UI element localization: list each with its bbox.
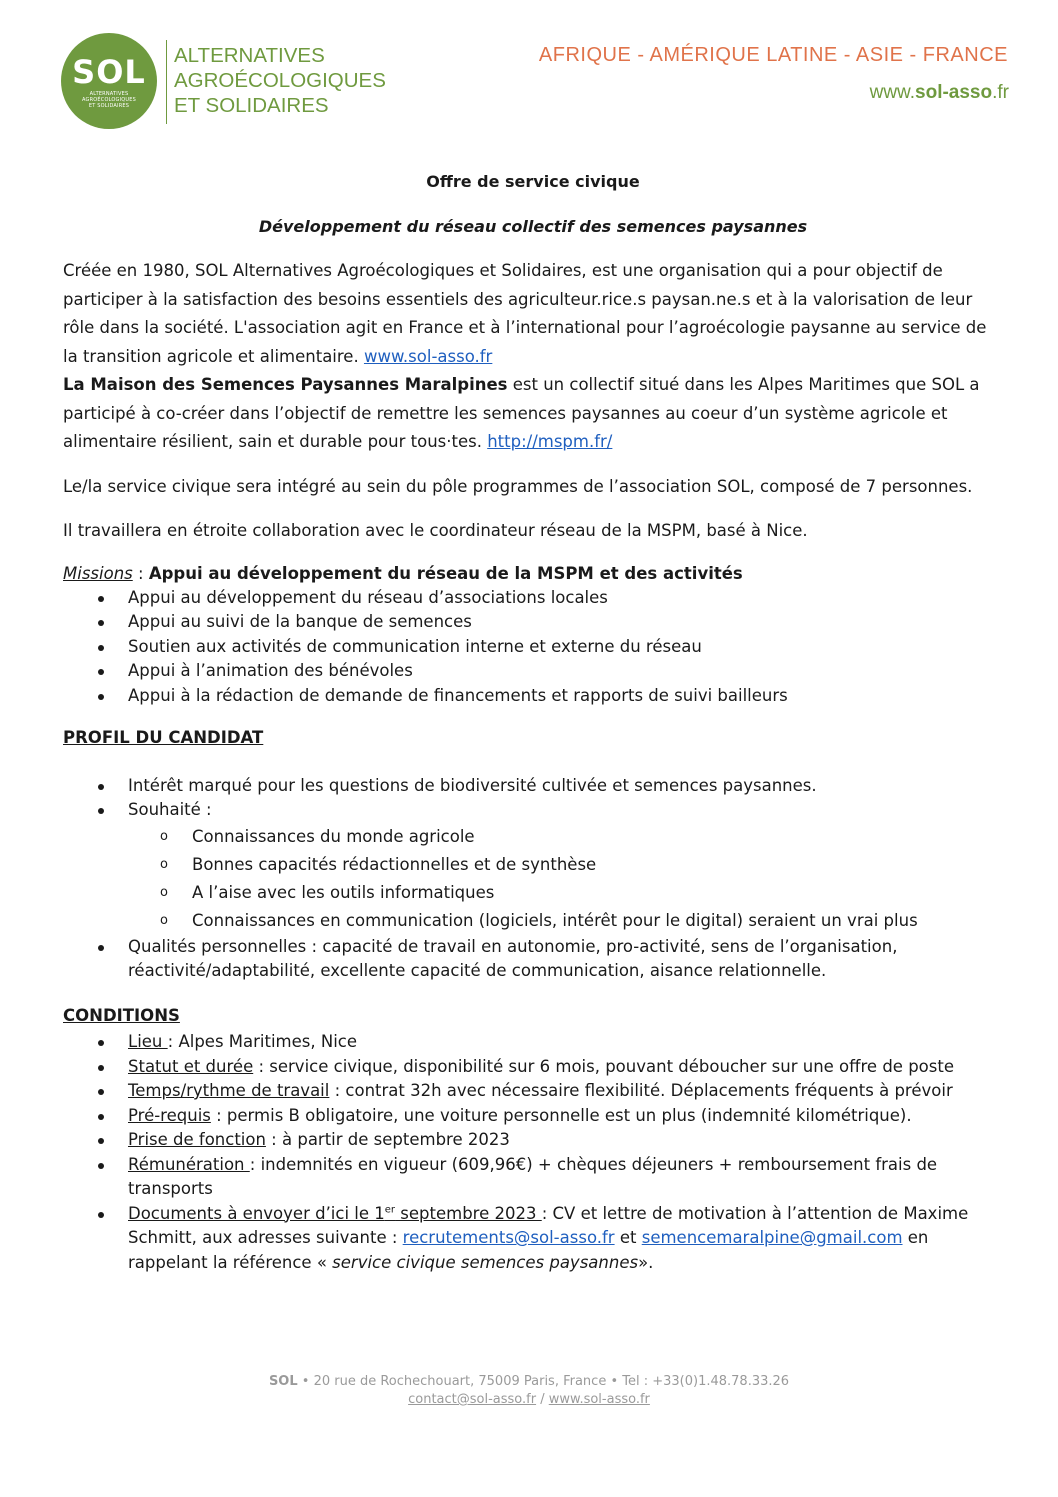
list-item: Appui à la rédaction de demande de financements et rapports de suivi bailleurs	[63, 684, 1003, 709]
sol-logo	[61, 33, 157, 129]
list-item: Appui à l’animation des bénévoles	[63, 659, 1003, 684]
conditions-list	[63, 1030, 1003, 1275]
list-item: Rémunération : indemnités en vigueur (609,96€) + chèques déjeuners + remboursement frais de transports	[63, 1153, 1003, 1202]
missions-heading: Missions : Appui au développement du réseau de la MSPM et des activités	[63, 563, 743, 583]
pole-paragraph: Le/la service civique sera intégré au sein du pôle programmes de l’association SOL, composé de 7 personnes.	[63, 476, 973, 496]
conditions-heading: CONDITIONS	[63, 1005, 180, 1025]
profil-qualities-list	[63, 935, 1003, 984]
list-item: Appui au suivi de la banque de semences	[63, 610, 1003, 635]
list-item: o A l’aise avec les outils informatiques	[128, 879, 1003, 907]
document-body	[63, 168, 1003, 1275]
list-item: Documents à envoyer d’ici le 1er septembre 2023 : CV et lettre de motivation à l’attention de Maxime Schmitt, aux adresses suivante : recrutements@sol-asso.fr et semencemaralpine@gmail.com en rappelant la référence « service civique semences paysannes».	[63, 1202, 1003, 1276]
list-item: Pré-requis : permis B obligatoire, une voiture personnelle est un plus (indemnité kilométrique).	[63, 1104, 1003, 1129]
list-item: o Connaissances du monde agricole	[128, 823, 1003, 851]
list-item: Intérêt marqué pour les questions de biodiversité cultivée et semences paysannes.	[63, 774, 1003, 799]
profil-wishes-list	[128, 823, 1003, 935]
list-item: Lieu : Alpes Maritimes, Nice	[63, 1030, 1003, 1055]
list-item: Statut et durée : service civique, disponibilité sur 6 mois, pouvant déboucher sur une offre de poste	[63, 1055, 1003, 1080]
logo-divider	[166, 40, 167, 124]
mspm-paragraph: La Maison des Semences Paysannes Maralpines est un collectif situé dans les Alpes Maritimes que SOL a participé à co-créer dans l’objectif de remettre les semences paysannes au coeur d’un système agricole et alimentaire résilient, sain et durable pour tous·tes. http://mspm.fr/	[63, 375, 980, 451]
intro-paragraph: Créée en 1980, SOL Alternatives Agroécologiques et Solidaires, est une organisation qui a pour objectif de participer à la satisfaction des besoins essentiels des agriculteur.rice.s paysan.ne.s et à la valorisation de leur rôle dans la société. L'association agit en France et à l’international pour l’agroécologie paysanne au service de la transition agricole et alimentaire. www.sol-asso.fr	[63, 261, 987, 366]
list-item: Appui au développement du réseau d’associations locales	[63, 586, 1003, 611]
footer-address: SOL • 20 rue de Rochechouart, 75009 Paris, France • Tel : +33(0)1.48.78.33.26	[268, 1374, 790, 1389]
profil-list	[63, 774, 1003, 823]
collab-paragraph: Il travaillera en étroite collaboration avec le coordinateur réseau de la MSPM, basé à Nice.	[63, 521, 808, 540]
page-footer	[0, 1373, 1058, 1409]
list-item: Soutien aux activités de communication interne et externe du réseau	[63, 635, 1003, 660]
mspm-email-link[interactable]: semencemaralpine@gmail.com	[641, 1228, 903, 1247]
document-subtitle: Développement du réseau collectif des semences paysannes	[258, 216, 808, 236]
intro-link[interactable]: www.sol-asso.fr	[363, 346, 493, 366]
header-website-link[interactable]: www.sol-asso.fr	[869, 82, 1009, 103]
list-item: Temps/rythme de travail : contrat 32h avec nécessaire flexibilité. Déplacements fréquents à prévoir	[63, 1079, 1003, 1104]
list-item: o Connaissances en communication (logiciels, intérêt pour le digital) seraient un vrai plus	[128, 907, 1003, 935]
org-name: ALTERNATIVES AGROÉCOLOGIQUES ET SOLIDAIRES	[174, 44, 386, 117]
footer-links: contact@sol-asso.fr / www.sol-asso.fr	[408, 1392, 650, 1407]
footer-site-link[interactable]: www.sol-asso.fr	[548, 1392, 650, 1407]
recruitment-email-link[interactable]: recrutements@sol-asso.fr	[402, 1228, 615, 1247]
logo-small-text: ALTERNATIVES AGROÉCOLOGIQUES ET SOLIDAIRES	[81, 91, 137, 109]
list-item: o Bonnes capacités rédactionnelles et de synthèse	[128, 851, 1003, 879]
list-item: Prise de fonction : à partir de septembre 2023	[63, 1128, 1003, 1153]
profil-heading: PROFIL DU CANDIDAT	[63, 728, 264, 747]
footer-contact-link[interactable]: contact@sol-asso.fr	[408, 1392, 537, 1407]
regions-banner: AFRIQUE - AMÉRIQUE LATINE - ASIE - FRANCE	[538, 44, 1008, 66]
mspm-link[interactable]: http://mspm.fr/	[487, 432, 613, 451]
document-title: Offre de service civique	[426, 172, 640, 191]
list-item: Souhaité :	[63, 798, 1003, 823]
missions-list	[63, 586, 1003, 709]
list-item: Qualités personnelles : capacité de travail en autonomie, pro-activité, sens de l’organisation, réactivité/adaptabilité, excellente capacité de communication, aisance relationnelle.	[63, 935, 1003, 984]
logo-word: SOL	[72, 53, 146, 91]
